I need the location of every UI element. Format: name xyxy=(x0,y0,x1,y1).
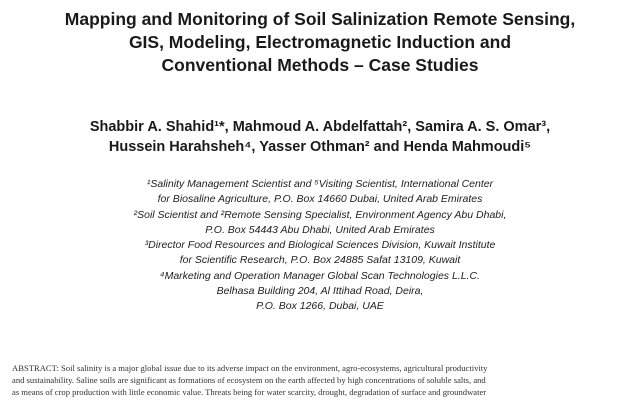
affiliation-line: P.O. Box 1266, Dubai, UAE xyxy=(256,300,384,313)
title-line: Conventional Methods – Case Studies xyxy=(161,55,479,75)
affiliation-line: ⁴Marketing and Operation Manager Global Scan Technologies L.L.C. xyxy=(160,269,480,282)
abstract-line: and sustainability. Saline soils are significant as formations of ecosystem on the earth affected by high concentrations of soluble salts, and xyxy=(12,375,486,385)
affiliation-line: P.O. Box 54443 Abu Dhabi, United Arab Emirates xyxy=(205,223,435,236)
abstract-line: ABSTRACT: Soil salinity is a major global issue due to its adverse impact on the environment, agro-ecosystems, agricultural productivity xyxy=(12,363,488,373)
abstract-text xyxy=(12,362,628,398)
affiliation-line: ¹Salinity Management Scientist and ⁵Visiting Scientist, International Center xyxy=(146,178,494,190)
author-line: Shabbir A. Shahid¹*, Mahmoud A. Abdelfattah², Samira A. S. Omar³, xyxy=(89,119,551,135)
paper-title xyxy=(0,8,640,77)
affiliation-block xyxy=(0,177,640,315)
affiliation-line: ²Soil Scientist and ²Remote Sensing Specialist, Environment Agency Abu Dhabi, xyxy=(133,208,507,221)
title-line: Mapping and Monitoring of Soil Salinization Remote Sensing, xyxy=(64,9,576,29)
title-line: GIS, Modeling, Electromagnetic Induction and xyxy=(128,32,512,52)
affiliation-line: for Scientific Research, P.O. Box 24885 Safat 13109, Kuwait xyxy=(179,254,461,267)
author-line: Hussein Harahsheh⁴, Yasser Othman² and Henda Mahmoudi⁵ xyxy=(108,139,532,155)
affiliation-line: ³Director Food Resources and Biological Sciences Division, Kuwait Institute xyxy=(144,239,496,252)
affiliation-line: Belhasa Building 204, Al Ittihad Road, Deira, xyxy=(216,285,424,298)
abstract-line: as means of crop production with little economic value. Threats being for water scarcity, drought, degradation of surface and groundwater xyxy=(12,387,487,397)
affiliation-line: for Biosaline Agriculture, P.O. Box 14660 Dubai, United Arab Emirates xyxy=(157,193,483,206)
author-list xyxy=(0,117,640,157)
